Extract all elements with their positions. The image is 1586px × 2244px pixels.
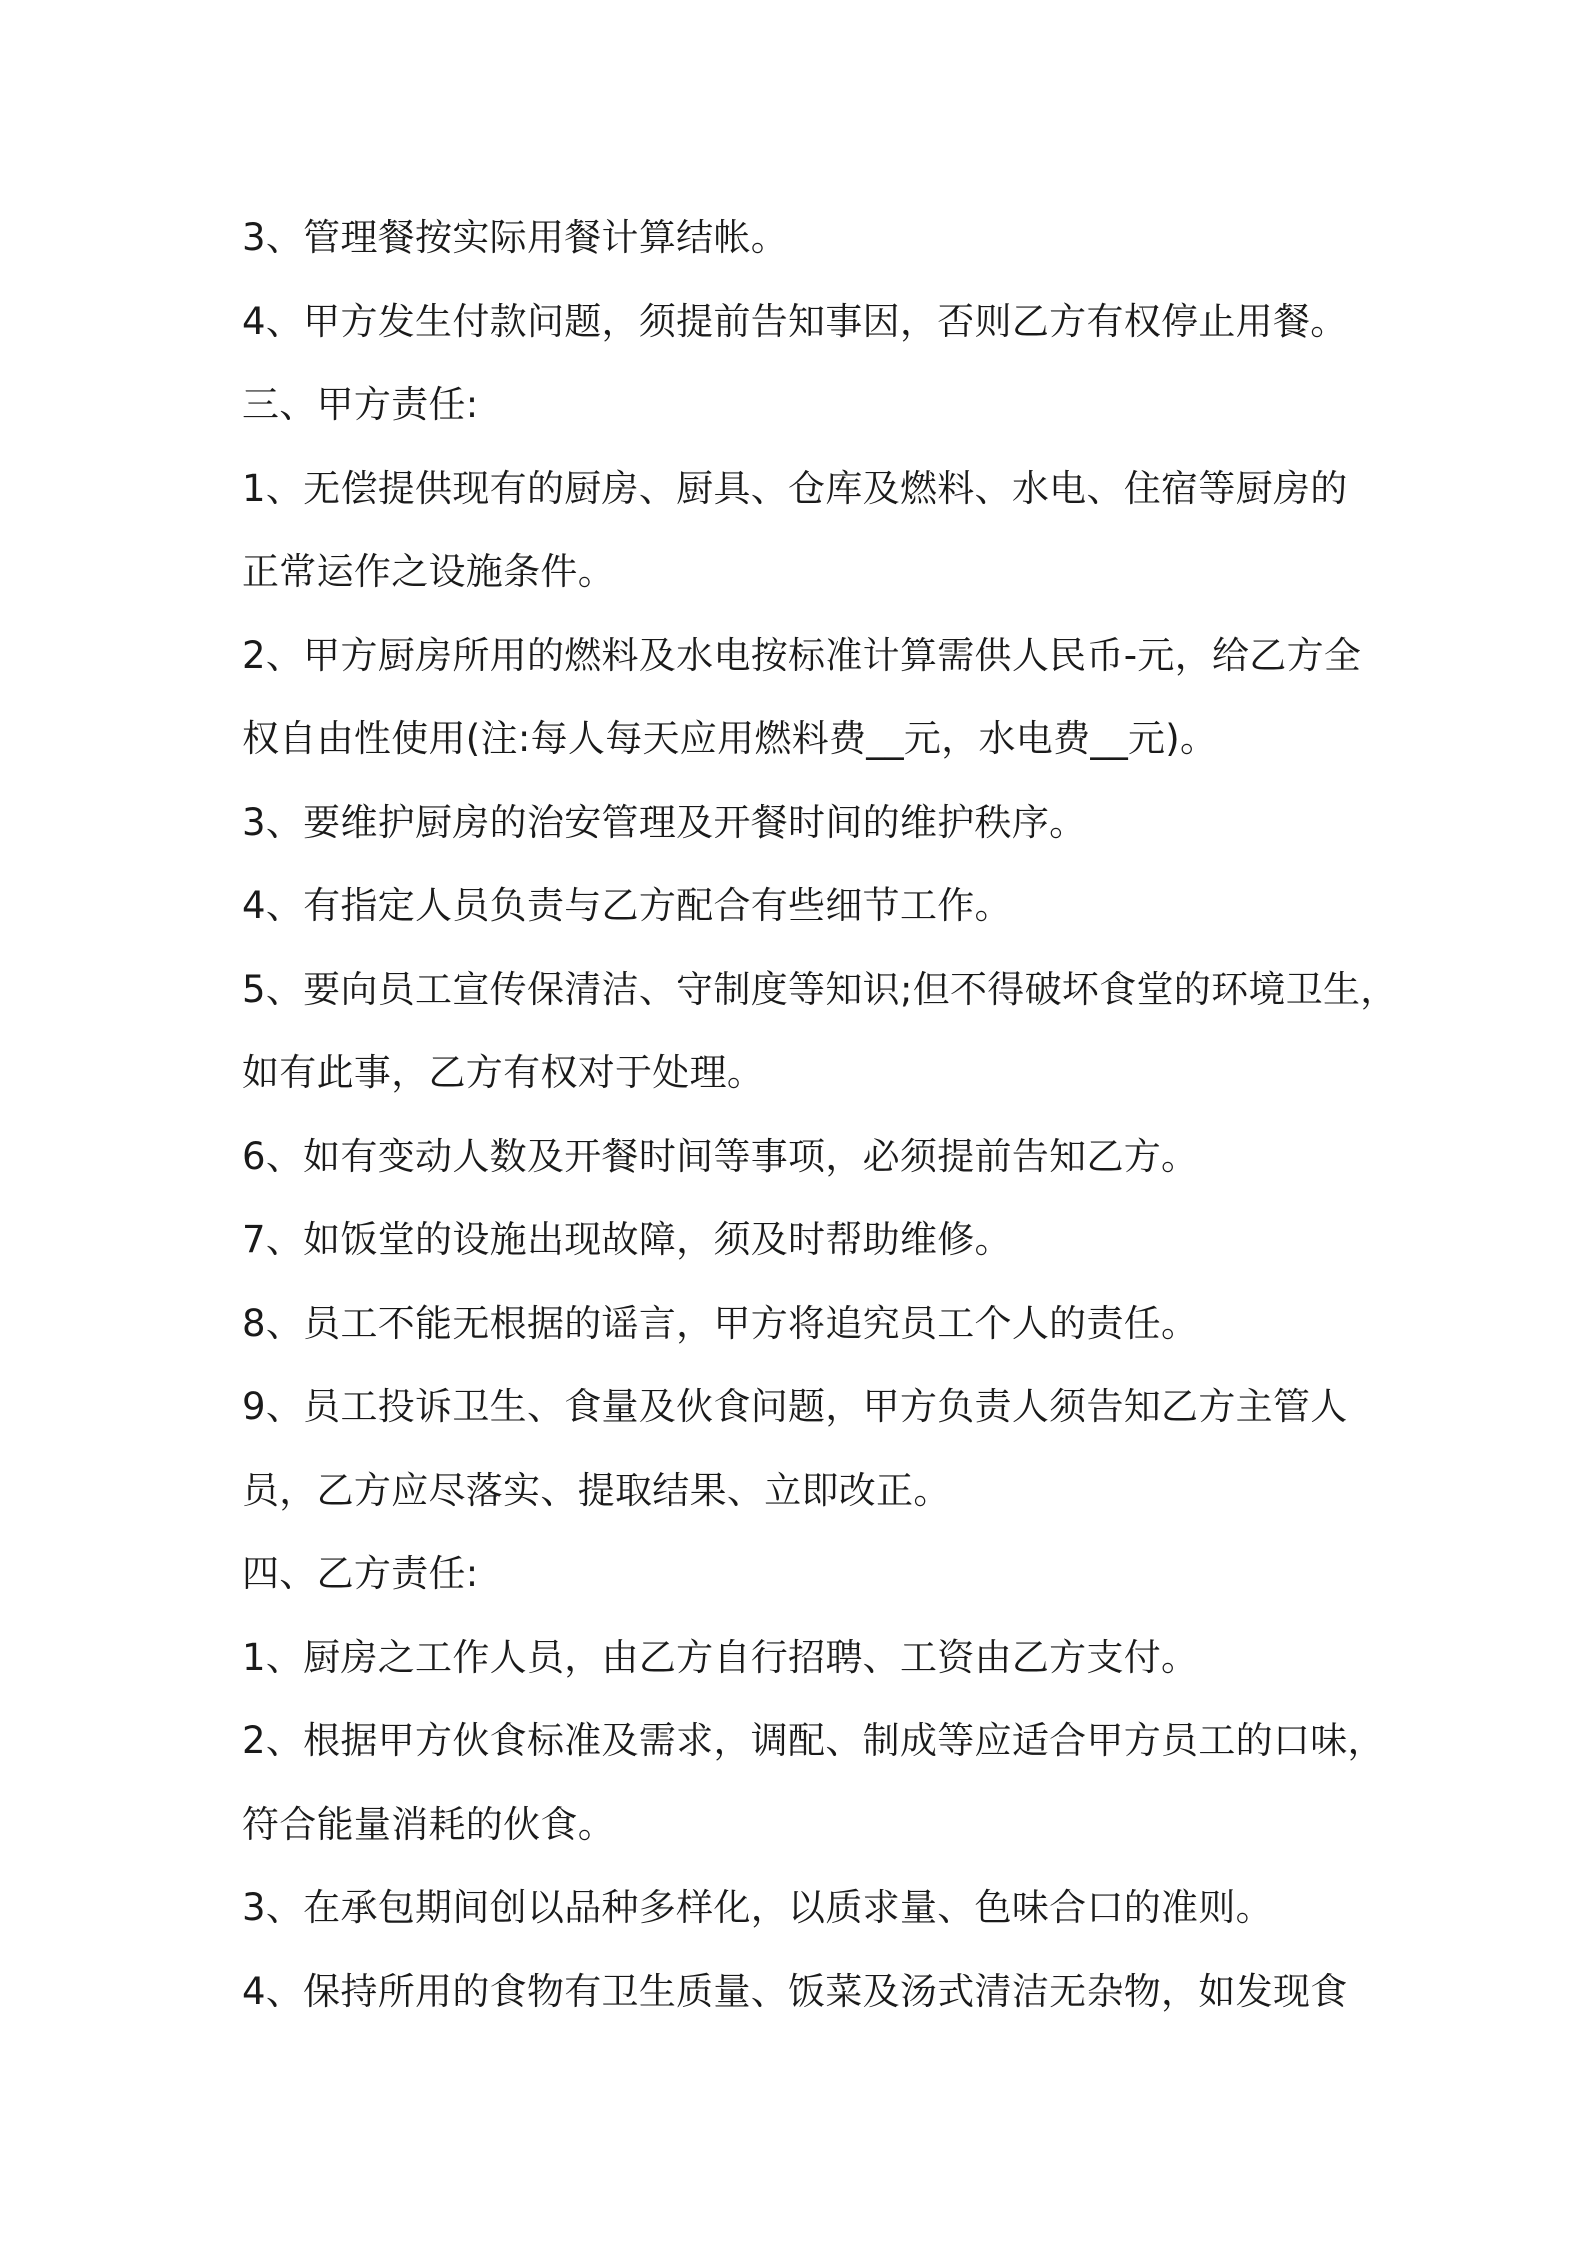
paragraph-line: 5、要向员工宣传保清洁、守制度等知识;但不得破坏食堂的环境卫生， [242,967,1398,1011]
paragraph-line: 3、在承包期间创以品种多样化，以质求量、色味合口的准则。 [242,1886,1273,1929]
paragraph-line: 4、保持所用的食物有卫生质量、饭菜及汤式清洁无杂物，如发现食 [242,1969,1348,2013]
paragraph-line: 6、如有变动人数及开餐时间等事项，必须提前告知乙方。 [242,1134,1199,1178]
paragraph-line: 如有此事，乙方有权对于处理。 [242,1051,765,1094]
paragraph-line: 4、有指定人员负责与乙方配合有些细节工作。 [242,884,1012,927]
paragraph-line: 1、无偿提供现有的厨房、厨具、仓库及燃料、水电、住宿等厨房的 [242,466,1348,510]
document-body [242,196,1398,2033]
paragraph-line: 7、如饭堂的设施出现故障，须及时帮助维修。 [242,1218,1012,1261]
paragraph-line: 正常运作之设施条件。 [242,550,615,593]
paragraph-line: 8、员工不能无根据的谣言，甲方将追究员工个人的责任。 [242,1301,1199,1345]
paragraph-line: 员，乙方应尽落实、提取结果、立即改正。 [242,1468,951,1512]
paragraph-line: 符合能量消耗的伙食。 [242,1802,615,1846]
paragraph-line: 1、厨房之工作人员，由乙方自行招聘、工资由乙方支付。 [242,1635,1199,1679]
paragraph-line: 3、要维护厨房的治安管理及开餐时间的维护秩序。 [242,800,1087,844]
paragraph-line: 3、管理餐按实际用餐计算结帐。 [242,216,789,259]
section-heading: 三、甲方责任: [242,383,479,426]
paragraph-line: 9、员工投诉卫生、食量及伙食问题，甲方负责人须告知乙方主管人 [242,1385,1348,1428]
paragraph-line: 2、甲方厨房所用的燃料及水电按标准计算需供人民币-元，给乙方全 [242,633,1362,677]
paragraph-line: 权自由性使用(注:每人每天应用燃料费__元，水电费__元)。 [242,717,1218,760]
paragraph-line: 2、根据甲方伙食标准及需求，调配、制成等应适合甲方员工的口味， [242,1719,1385,1762]
section-heading: 四、乙方责任: [242,1552,479,1595]
paragraph-line: 4、甲方发生付款问题，须提前告知事因，否则乙方有权停止用餐。 [242,299,1348,343]
